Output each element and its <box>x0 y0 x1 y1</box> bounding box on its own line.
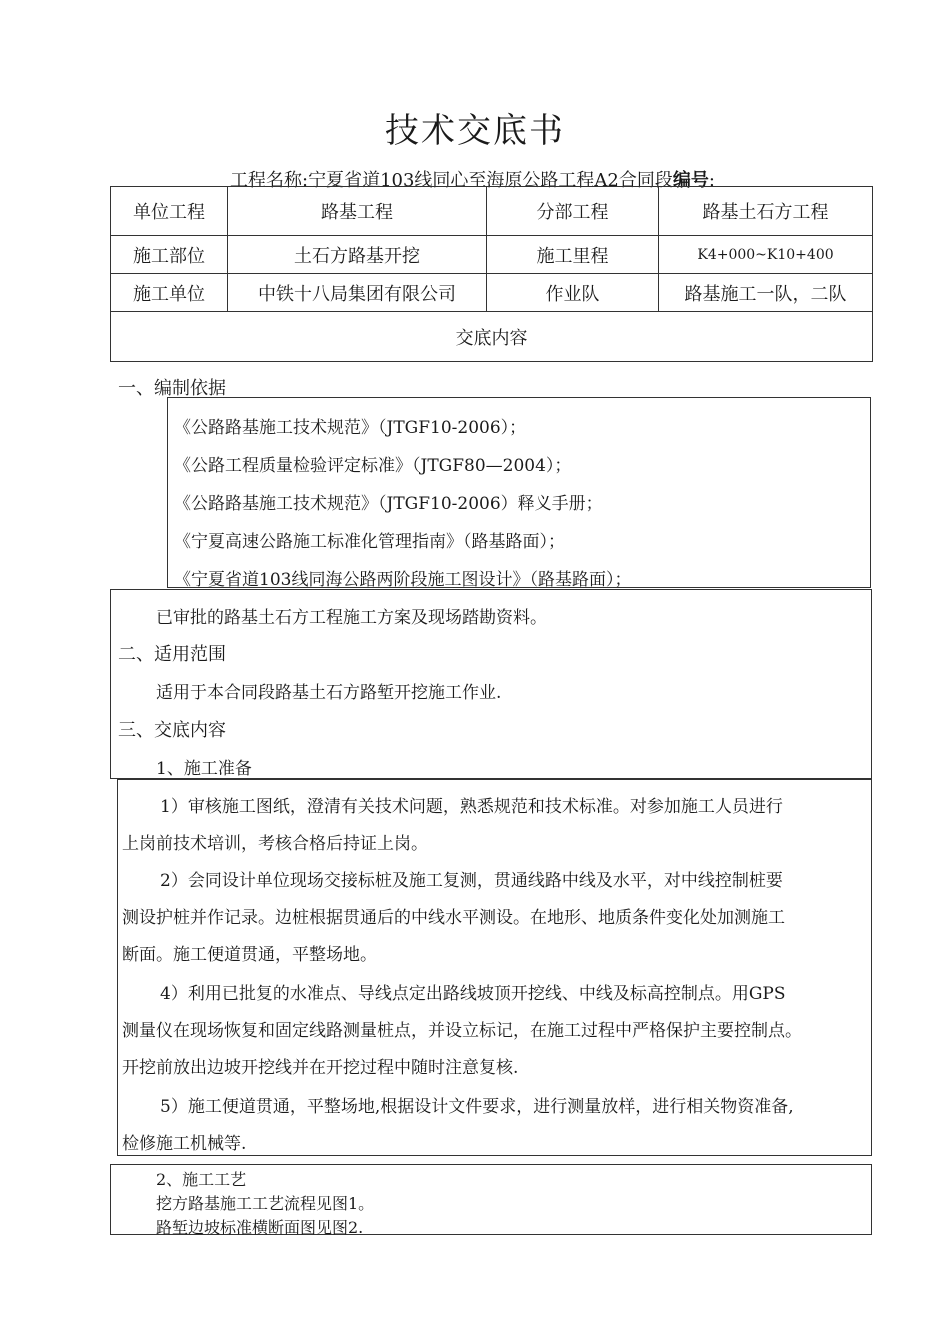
unit-project-label: 单位工程 <box>111 187 228 236</box>
basis-item: 《宁夏省道103线同海公路两阶段施工图设计》（路基路面）； <box>174 570 632 590</box>
unit-project-value: 路基工程 <box>228 187 487 236</box>
part-value: 土石方路基开挖 <box>228 236 487 274</box>
table-row <box>111 312 873 362</box>
scope-text: 适用于本合同段路基土石方路堑开挖施工作业. <box>156 683 502 703</box>
contractor-value: 中铁十八局集团有限公司 <box>228 274 487 312</box>
prep-line: 1）审核施工图纸，澄清有关技术问题，熟悉规范和技术标准。对参加施工人员进行 <box>160 797 783 817</box>
table-row <box>111 236 873 274</box>
prep-heading: 1、施工准备 <box>156 759 252 779</box>
process-line: 路堑边坡标准横断面图见图2. <box>156 1218 364 1237</box>
mileage-label: 施工里程 <box>487 236 659 274</box>
number-label: 编号 <box>672 170 709 191</box>
mileage-value: K4+000~K10+400 <box>659 236 873 274</box>
contractor-label: 施工单位 <box>111 274 228 312</box>
basis-item: 《公路路基施工技术规范》（JTGF10-2006）释义手册； <box>174 494 603 514</box>
approved-plan-text: 已审批的路基土石方工程施工方案及现场踏勘资料。 <box>156 608 547 628</box>
team-label: 作业队 <box>487 274 659 312</box>
basis-item: 《宁夏高速公路施工标准化管理指南》（路基路面）； <box>174 532 565 552</box>
process-heading: 2、施工工艺 <box>156 1170 247 1189</box>
part-label: 施工部位 <box>111 236 228 274</box>
prep-line: 2）会同设计单位现场交接标桩及施工复测，贯通线路中线及水平，对中线控制桩要 <box>160 871 783 891</box>
basis-item: 《公路工程质量检验评定标准》（JTGF80—2004）； <box>174 456 572 476</box>
prep-line: 测设护桩并作记录。边桩根据贯通后的中线水平测设。在地形、地质条件变化处加测施工 <box>122 908 785 928</box>
division-value: 路基土石方工程 <box>659 187 873 236</box>
info-table <box>110 186 873 362</box>
scope-heading: 二、适用范围 <box>118 644 226 665</box>
document-title: 技术交底书 <box>385 111 565 151</box>
prep-line: 上岗前技术培训，考核合格后持证上岗。 <box>122 834 428 854</box>
basis-heading: 一、编制依据 <box>118 378 226 399</box>
table-row <box>111 187 873 236</box>
prep-line: 测量仪在现场恢复和固定线路测量桩点，并设立标记，在施工过程中严格保护主要控制点。 <box>122 1021 802 1041</box>
division-label: 分部工程 <box>487 187 659 236</box>
prep-line: 5）施工便道贯通，平整场地,根据设计文件要求，进行测量放样，进行相关物资准备, <box>160 1097 794 1117</box>
content-header: 交底内容 <box>111 312 873 362</box>
basis-item: 《公路路基施工技术规范》（JTGF10-2006）； <box>174 418 527 438</box>
team-value: 路基施工一队，二队 <box>659 274 873 312</box>
project-name-label: 工程名称:宁夏省道103线同心至海原公路工程A2合同段 <box>230 170 673 191</box>
prep-line: 开挖前放出边坡开挖线并在开挖过程中随时注意复核. <box>122 1058 519 1078</box>
number-suffix: : <box>708 170 715 191</box>
prep-line: 断面。施工便道贯通，平整场地。 <box>122 945 377 965</box>
prep-line: 4）利用已批复的水准点、导线点定出路线坡顶开挖线、中线及标高控制点。用GPS <box>160 984 786 1004</box>
content-heading: 三、交底内容 <box>118 720 226 741</box>
table-row <box>111 274 873 312</box>
prep-line: 检修施工机械等. <box>122 1134 247 1154</box>
process-line: 挖方路基施工工艺流程见图1。 <box>156 1194 375 1213</box>
